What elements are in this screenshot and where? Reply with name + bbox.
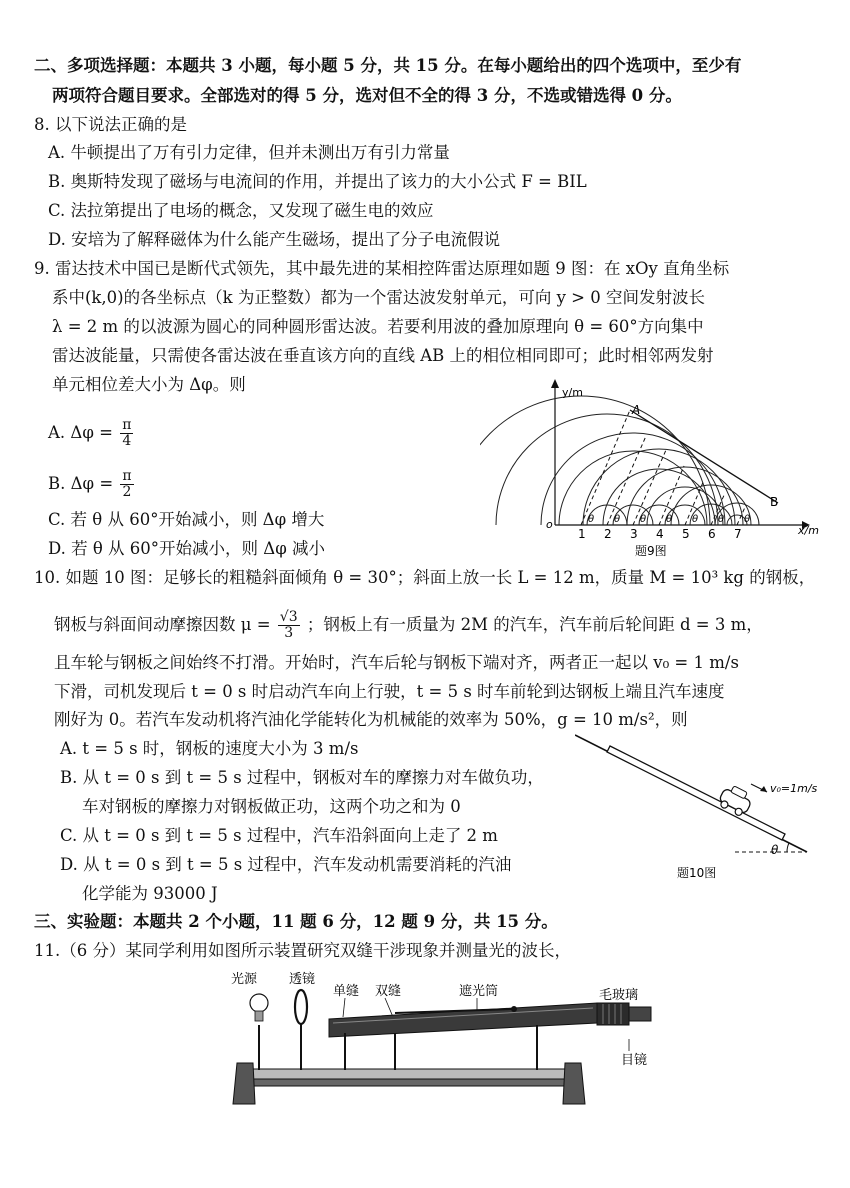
q9-line2: 系中(k,0)的各坐标点（k 为正整数）都为一个雷达波发射单元，可向 y > 0 空间发射波长: [52, 288, 705, 307]
q9-option-b-fraction: [120, 469, 133, 500]
wavefront-6: [671, 485, 751, 562]
label-light-source: 光源: [231, 972, 258, 987]
figure-9-radar: [480, 372, 828, 562]
eyepiece: [629, 1007, 651, 1021]
wavefront-3b: [559, 451, 707, 562]
angle-label: θ: [771, 843, 779, 857]
ray-2: [607, 436, 646, 525]
tick-1: 1: [578, 527, 586, 541]
q10-mu-den: 3: [284, 625, 294, 641]
q10-option-d-line1: D. 从 t = 0 s 到 t = 5 s 过程中，汽车发动机需要消耗的汽油: [60, 855, 512, 874]
section-2-heading-line1: 二、多项选择题：本题共 3 小题，每小题 5 分，共 15 分。在每小题给出的四个选项中，至少有: [34, 56, 742, 75]
tick-3: 3: [630, 527, 638, 541]
q10-line5: 刚好为 0。若汽车发动机将汽油化学能转化为机械能的效率为 50%，g = 10 m/s²，则: [54, 710, 688, 729]
point-b-label: B: [770, 495, 779, 509]
q9-option-a-num: π: [122, 417, 132, 433]
bench-foot-right: [563, 1063, 585, 1104]
q11-stem: 11.（6 分）某同学利用如图所示装置研究双缝干涉现象并测量光的波长，: [34, 941, 571, 960]
bench-foot-left: [233, 1063, 255, 1104]
y-axis-arrow: [551, 379, 559, 388]
label-frosted-glass: 毛玻璃: [599, 988, 639, 1003]
section-3-heading: 三、实验题：本题共 2 个小题，11 题 6 分，12 题 9 分，共 15 分。: [34, 912, 558, 931]
q10-option-a: A. t = 5 s 时，钢板的速度大小为 3 m/s: [60, 739, 359, 758]
q8-stem: 8. 以下说法正确的是: [34, 115, 187, 134]
tick-7: 7: [734, 527, 742, 541]
q10-line4: 下滑，司机发现后 t = 0 s 时启动汽车向上行驶，t = 5 s 时车前轮到达钢板上端且汽车速度: [54, 682, 725, 701]
shade-tube: [329, 1003, 597, 1037]
q9-option-a-den: 4: [122, 433, 132, 449]
q9-option-b-num: π: [122, 468, 132, 484]
wavefront-1: [480, 396, 710, 562]
car: [717, 783, 755, 818]
q9-option-a-fraction: [120, 418, 133, 449]
label-lens: 透镜: [289, 972, 316, 987]
q10-line2-suffix: ；钢板上有一质量为 2M 的汽车，汽车前后轮间距 d = 3 m，: [306, 615, 763, 634]
angle-arc: [787, 843, 789, 852]
q10-line2-prefix: 钢板与斜面间动摩擦因数 μ =: [54, 615, 271, 634]
label-double-slit: 双缝: [375, 984, 402, 999]
figure-10-caption: 题10图: [677, 866, 717, 880]
q9-option-b-prefix: B. Δφ =: [48, 474, 114, 493]
label-single-slit: 单缝: [333, 984, 360, 999]
theta-3: θ: [640, 514, 647, 525]
leader-double-slit: [385, 998, 393, 1017]
theta-5: θ: [692, 514, 699, 525]
lens: [295, 990, 307, 1024]
q10-option-c: C. 从 t = 0 s 到 t = 5 s 过程中，汽车沿斜面向上走了 2 m: [60, 826, 498, 845]
q10-line3: 且车轮与钢板之间始终不打滑。开始时，汽车后轮与钢板下端对齐，两者正一起以 v₀ = 1 m/s: [54, 653, 739, 672]
q10-line1: 10. 如题 10 图：足够长的粗糙斜面倾角 θ = 30°；斜面上放一长 L = 12 m，质量 M = 10³ kg 的钢板，: [34, 568, 816, 587]
figure-10-incline: [575, 730, 835, 885]
q10-option-d-line2: 化学能为 93000 J: [82, 884, 218, 903]
x-axis-label: x/m: [798, 524, 819, 537]
theta-2: θ: [614, 514, 621, 525]
q10-line2: [54, 610, 763, 641]
theta-4: θ: [666, 514, 673, 525]
q9-option-a-prefix: A. Δφ =: [48, 423, 113, 442]
bench-rail-front: [245, 1079, 581, 1086]
q9-option-d: D. 若 θ 从 60°开始减小，则 Δφ 减小: [48, 539, 326, 558]
theta-1: θ: [588, 514, 595, 525]
bulb: [250, 994, 268, 1012]
label-shade-tube: 遮光筒: [459, 984, 499, 999]
steel-plate: [607, 746, 785, 840]
q10-mu-num: √3: [279, 609, 298, 625]
point-a-label: A: [632, 403, 641, 417]
theta-6: θ: [718, 514, 725, 525]
section-2-heading-line2: 两项符合题目要求。全部选对的得 5 分，选对但不全的得 3 分，不选或错选得 0 分。: [52, 86, 682, 105]
figure-9-caption: 题9图: [635, 544, 667, 558]
q8-option-c: C. 法拉第提出了电场的概念，又发现了磁生电的效应: [48, 201, 434, 220]
q8-option-d: D. 安培为了解释磁体为什么能产生磁场，提出了分子电流假说: [48, 230, 501, 249]
leader-single-slit: [343, 998, 345, 1017]
q8-option-b: B. 奥斯特发现了磁场与电流间的作用，并提出了该力的大小公式 F = BIL: [48, 172, 587, 191]
q10-option-b-line2: 车对钢板的摩擦力对钢板做正功，这两个功之和为 0: [82, 797, 461, 816]
tick-2: 2: [604, 527, 612, 541]
q9-option-b-den: 2: [122, 484, 132, 500]
q9-option-a: [48, 418, 135, 449]
q9-line3: λ = 2 m 的以波源为圆心的同种圆形雷达波。若要利用波的叠加原理向 θ = 60°方向集中: [52, 317, 704, 336]
q10-option-b-line1: B. 从 t = 0 s 到 t = 5 s 过程中，钢板对车的摩擦力对车做负功，: [60, 768, 544, 787]
origin-label: o: [546, 518, 553, 531]
q9-option-c: C. 若 θ 从 60°开始减小，则 Δφ 增大: [48, 510, 325, 529]
bulb-base: [255, 1011, 263, 1021]
bench-rail-top: [239, 1069, 581, 1079]
figure-11-apparatus: [225, 967, 685, 1112]
q9-line1: 9. 雷达技术中国已是断代式领先，其中最先进的某相控阵雷达原理如题 9 图：在 xOy 直角坐标: [34, 259, 730, 278]
tick-6: 6: [708, 527, 716, 541]
q9-option-b: [48, 469, 136, 500]
q9-line5: 单元相位差大小为 Δφ。则: [52, 375, 246, 394]
theta-7: θ: [744, 514, 751, 525]
y-axis-label: y/m: [562, 386, 583, 399]
q10-mu-fraction: [278, 610, 300, 641]
q8-option-a: A. 牛顿提出了万有引力定律，但并未测出万有引力常量: [48, 143, 450, 162]
tick-5: 5: [682, 527, 690, 541]
velocity-label: v₀=1m/s: [770, 782, 818, 795]
eyepiece-holder: [597, 1003, 629, 1025]
q9-line4: 雷达波能量，只需使各雷达波在垂直该方向的直线 AB 上的相位相同即可；此时相邻两发射: [52, 346, 714, 365]
line-ab: [630, 410, 778, 503]
slit-rod-knob: [511, 1006, 517, 1012]
tick-4: 4: [656, 527, 664, 541]
label-eyepiece: 目镜: [621, 1053, 648, 1068]
